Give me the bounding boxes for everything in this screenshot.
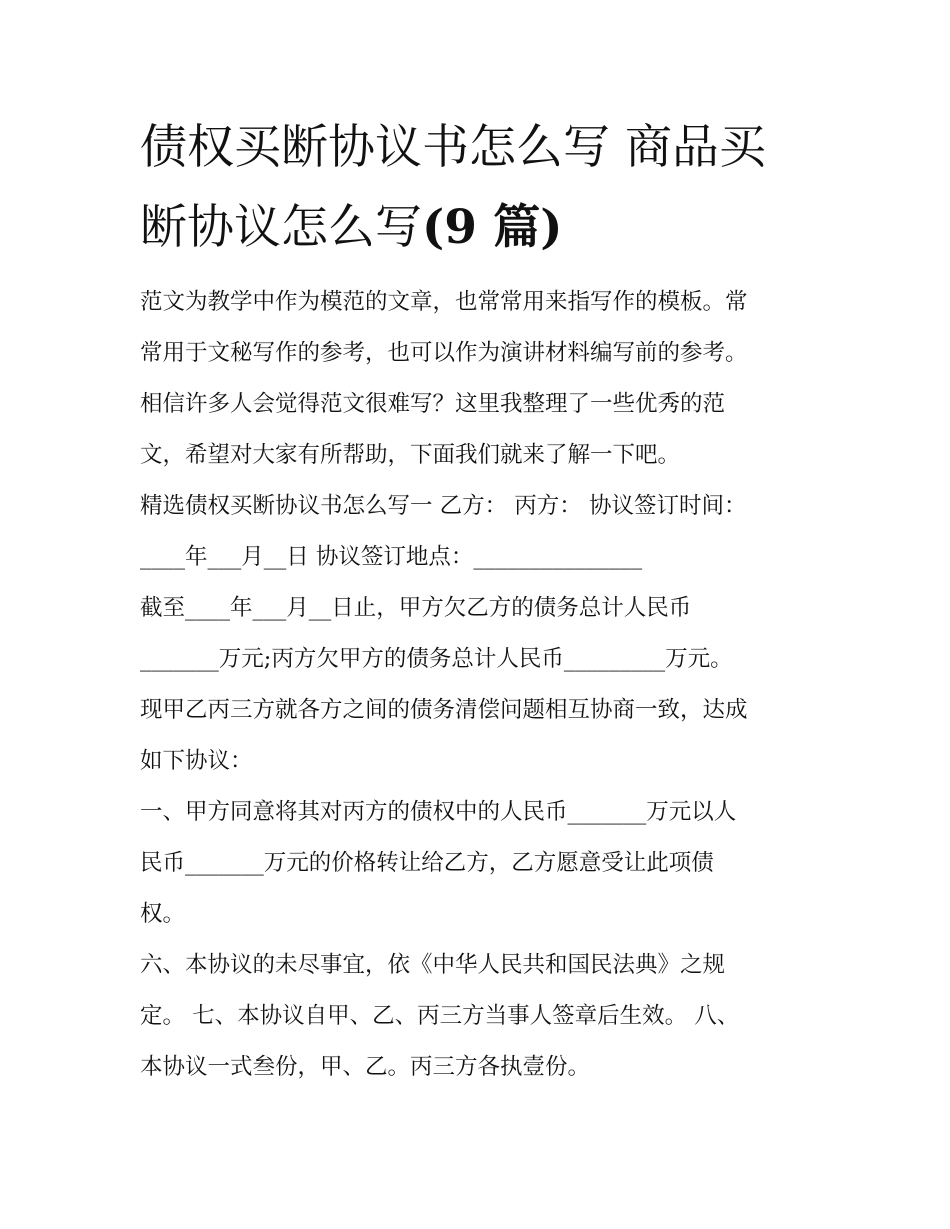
intro-line-2: 常用于文秘写作的参考，也可以作为演讲材料编写前的参考。: [140, 340, 748, 366]
title-line-2: [140, 188, 830, 268]
debt-line-1: 截至____年___月__日止，甲方欠乙方的债务总计人民币: [140, 595, 692, 621]
clause-6-line-2: 定。 七、本协议自甲、乙、丙三方当事人签章后生效。 八、: [140, 1003, 740, 1029]
signing-date-line: ____年___月__日 协议签订地点：_______________: [140, 544, 643, 570]
clause-8-line: 本协议一式叁份，甲、乙。丙三方各执壹份。: [140, 1054, 591, 1080]
clause-6-line-1: 六、本协议的未尽事宜，依《中华人民共和国民法典》之规: [140, 952, 726, 978]
section-heading-line: 精选债权买断协议书怎么写一 乙方： 丙方： 协议签订时间：: [140, 493, 747, 519]
agreement-line-2: 如下协议：: [140, 748, 253, 774]
clause-1-line-1: 一、甲方同意将其对丙方的债权中的人民币_______万元以人: [140, 799, 737, 825]
clause-1-line-2: 民币_______万元的价格转让给乙方，乙方愿意受让此项债: [140, 850, 714, 876]
intro-line-4: 文，希望对大家有所帮助，下面我们就来了解一下吧。: [140, 442, 681, 468]
intro-line-1: 范文为教学中作为模范的文章，也常常用来指写作的模板。常: [140, 289, 748, 315]
title-count: (9 篇): [422, 200, 563, 255]
intro-line-3: 相信许多人会觉得范文很难写？这里我整理了一些优秀的范: [140, 391, 726, 417]
title-line-2-text: 断协议怎么写: [140, 200, 422, 255]
clause-1-line-3: 权。: [140, 901, 186, 927]
debt-line-2: _______万元;丙方欠甲方的债务总计人民币_________万元。: [140, 646, 733, 672]
document-body: [140, 277, 830, 1093]
document-title: [140, 108, 830, 268]
agreement-line-1: 现甲乙丙三方就各方之间的债务清偿问题相互协商一致，达成: [140, 697, 748, 723]
title-line-1: 债权买断协议书怎么写 商品买: [140, 120, 766, 175]
